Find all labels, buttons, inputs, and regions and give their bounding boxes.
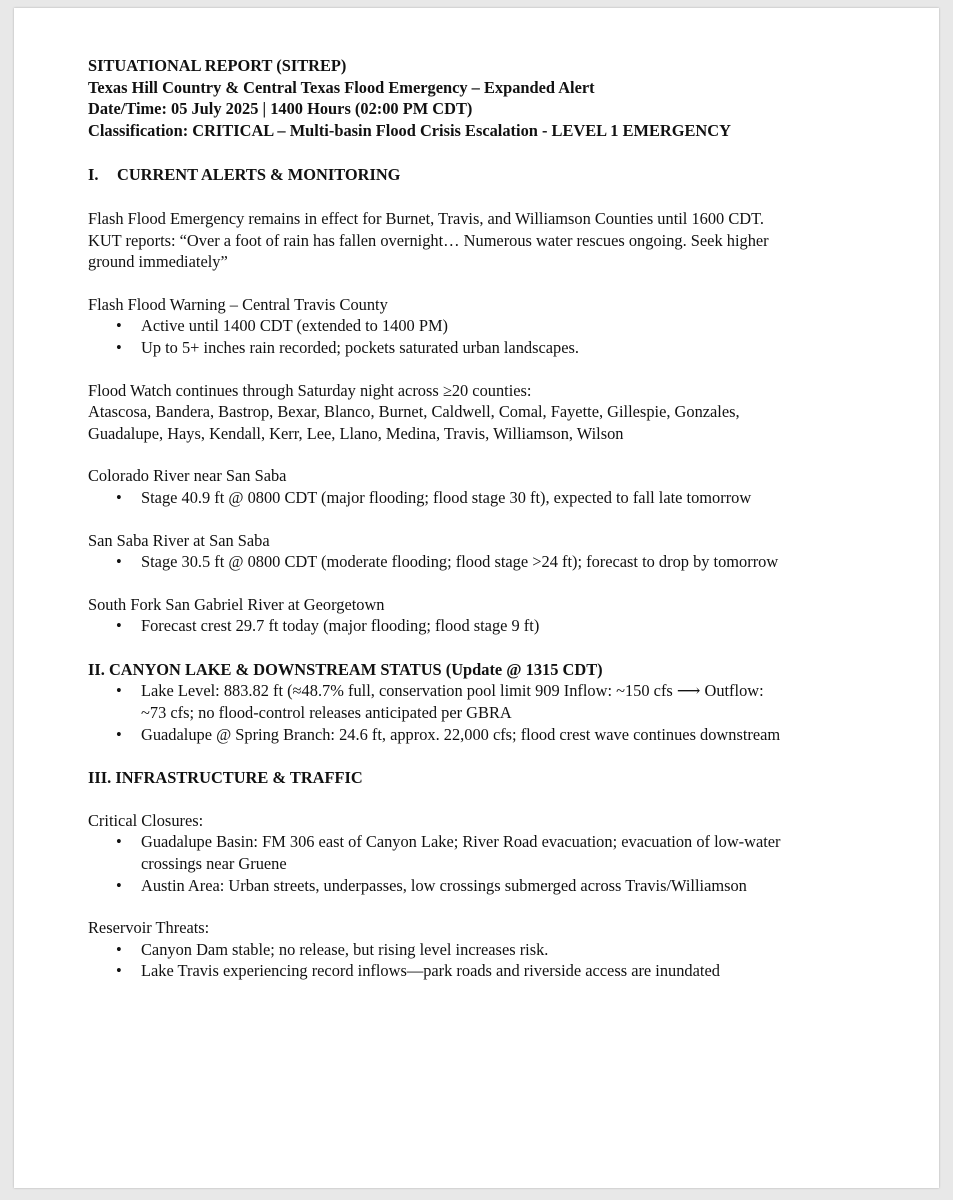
bullet-dot: • — [116, 316, 122, 336]
document-page — [14, 8, 939, 1188]
southfork-list — [88, 615, 888, 637]
list-item-text: Austin Area: Urban streets, underpasses, low crossings submerged across Travis/Williamson — [141, 875, 747, 895]
list-item-text: Lake Travis experiencing record inflows—park roads and riverside access are inundated — [141, 961, 720, 981]
list-item — [88, 551, 888, 573]
list-item — [88, 831, 888, 874]
list-item — [88, 939, 888, 961]
list-item-text: Guadalupe Basin: FM 306 east of Canyon Lake; River Road evacuation; evacuation of low-water — [141, 832, 781, 852]
watch-counties-line: Guadalupe, Hays, Kendall, Kerr, Lee, Llano, Medina, Travis, Williamson, Wilson — [88, 423, 624, 443]
colorado-label: Colorado River near San Saba — [88, 466, 287, 486]
emergency-line: Flash Flood Emergency remains in effect for Burnet, Travis, and Williamson Counties until 1600 CDT. — [88, 208, 764, 228]
threats-list — [88, 939, 888, 982]
watch-line: Flood Watch continues through Saturday night across ≥20 counties: — [88, 380, 532, 400]
watch-counties-line: Atascosa, Bandera, Bastrop, Bexar, Blanco, Burnet, Caldwell, Comal, Fayette, Gillespie, Gonzales, — [88, 402, 740, 422]
bullet-dot: • — [116, 832, 122, 852]
list-item-text: crossings near Gruene — [141, 854, 287, 874]
warning-label: Flash Flood Warning – Central Travis County — [88, 294, 388, 314]
list-item — [88, 487, 888, 509]
critical-closures-block — [88, 810, 888, 896]
emergency-line: KUT reports: “Over a foot of rain has fallen overnight… Numerous water rescues ongoing. Seek higher — [88, 230, 769, 250]
section-2-heading: II. CANYON LAKE & DOWNSTREAM STATUS (Update @ 1315 CDT) — [88, 659, 603, 679]
section-1-title: CURRENT ALERTS & MONITORING — [117, 165, 401, 185]
list-item-text: Forecast crest 29.7 ft today (major flooding; flood stage 9 ft) — [141, 616, 540, 636]
flood-watch-block — [88, 380, 888, 445]
list-item-text: Up to 5+ inches rain recorded; pockets saturated urban landscapes. — [141, 337, 579, 357]
list-item-text: Active until 1400 CDT (extended to 1400 PM) — [141, 316, 448, 336]
list-item — [88, 680, 888, 723]
colorado-river-block — [88, 465, 888, 508]
section-1-heading — [88, 164, 888, 186]
emergency-line: ground immediately” — [88, 252, 228, 272]
section-1-numeral: I. — [88, 165, 99, 185]
list-item — [88, 724, 888, 746]
document-content — [88, 55, 888, 982]
san-saba-river-block — [88, 530, 888, 573]
flash-flood-warning-block — [88, 294, 888, 359]
report-subtitle: Texas Hill Country & Central Texas Flood Emergency – Expanded Alert — [88, 77, 595, 97]
list-item-text: Stage 30.5 ft @ 0800 CDT (moderate flooding; flood stage >24 ft); forecast to drop by tomorrow — [141, 552, 779, 572]
bullet-dot: • — [116, 961, 122, 981]
list-item — [88, 875, 888, 897]
closures-label: Critical Closures: — [88, 810, 204, 830]
bullet-dot: • — [116, 337, 122, 357]
report-title: SITUATIONAL REPORT (SITREP) — [88, 56, 347, 75]
warning-list — [88, 315, 888, 358]
bullet-dot: • — [116, 616, 122, 636]
list-item-text: Lake Level: 883.82 ft (≈48.7% full, conservation pool limit 909 Inflow: ~150 cfs ⟶ Outflow: — [141, 681, 764, 701]
bullet-dot: • — [116, 875, 122, 895]
list-item-text: Canyon Dam stable; no release, but rising level increases risk. — [141, 939, 549, 959]
list-item-text: Stage 40.9 ft @ 0800 CDT (major flooding; flood stage 30 ft), expected to fall late tomorrow — [141, 487, 752, 507]
sansaba-list — [88, 551, 888, 573]
list-item-text: ~73 cfs; no flood-control releases anticipated per GBRA — [141, 703, 512, 723]
threats-label: Reservoir Threats: — [88, 918, 210, 938]
bullet-dot: • — [116, 939, 122, 959]
report-datetime: Date/Time: 05 July 2025 | 1400 Hours (02:00 PM CDT) — [88, 99, 473, 119]
list-item — [88, 315, 888, 337]
bullet-dot: • — [116, 724, 122, 744]
list-item — [88, 960, 888, 982]
southfork-label: South Fork San Gabriel River at Georgetown — [88, 594, 385, 614]
bullet-dot: • — [116, 487, 122, 507]
colorado-list — [88, 487, 888, 509]
south-fork-block — [88, 594, 888, 637]
bullet-dot: • — [116, 552, 122, 572]
bullet-dot: • — [116, 681, 122, 701]
canyon-lake-list — [88, 680, 888, 745]
list-item-text: Guadalupe @ Spring Branch: 24.6 ft, approx. 22,000 cfs; flood crest wave continues downstream — [141, 724, 781, 744]
report-classification: Classification: CRITICAL – Multi-basin Flood Crisis Escalation - LEVEL 1 EMERGENCY — [88, 120, 731, 140]
closures-list — [88, 831, 888, 896]
reservoir-threats-block — [88, 917, 888, 982]
report-header — [88, 55, 888, 141]
section-3-heading: III. INFRASTRUCTURE & TRAFFIC — [88, 768, 363, 788]
emergency-paragraph — [88, 208, 888, 273]
list-item — [88, 337, 888, 359]
list-item — [88, 615, 888, 637]
sansaba-label: San Saba River at San Saba — [88, 530, 270, 550]
